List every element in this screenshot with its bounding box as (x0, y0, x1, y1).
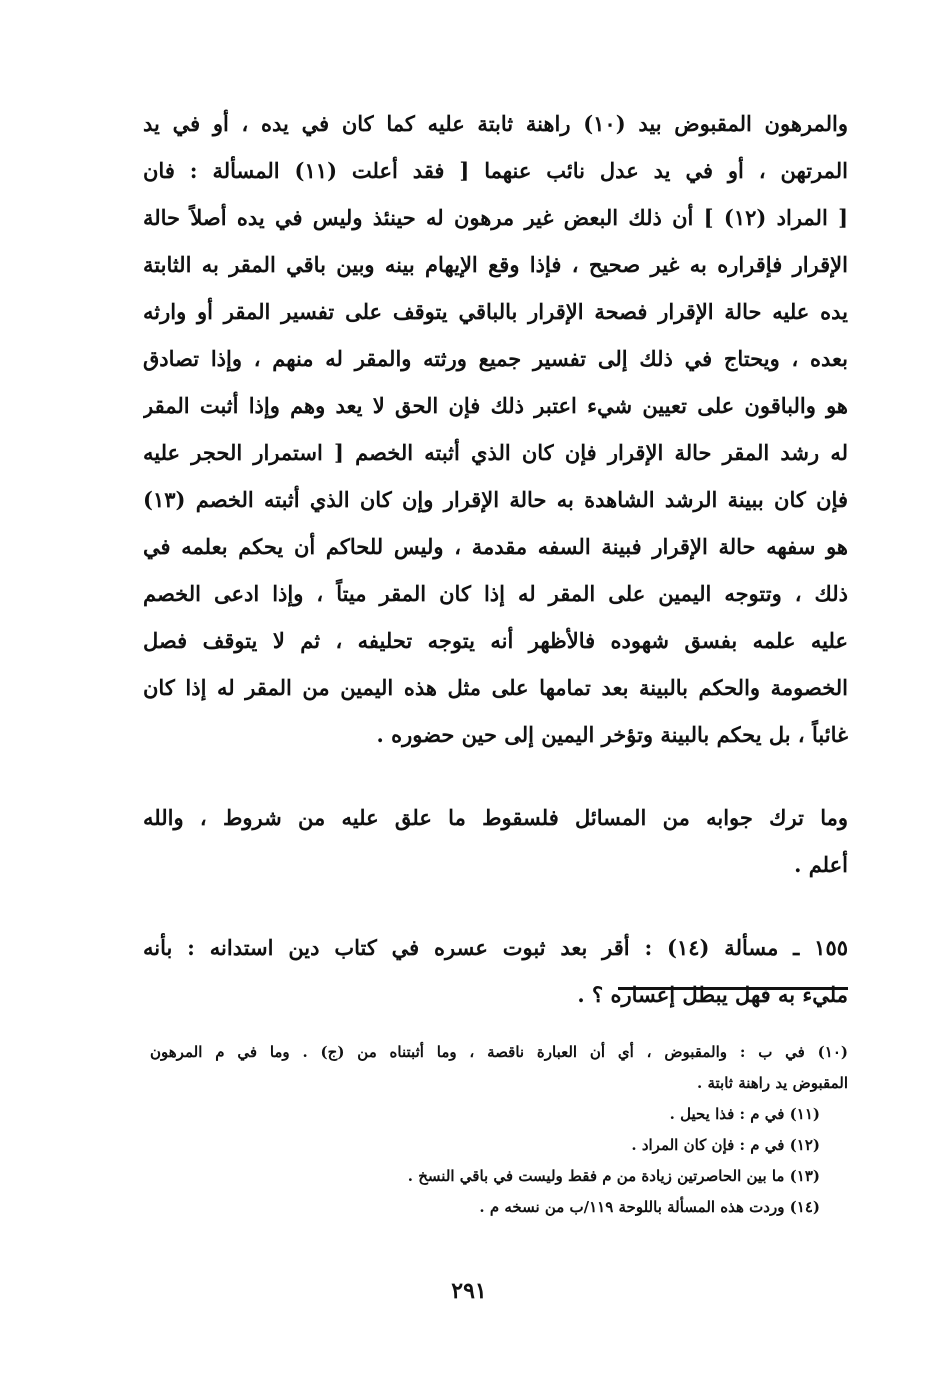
footnote-13: (١٣) ما بين الحاصرتين زيادة من م فقط وليست في باقي النسخ . (407, 1167, 820, 1185)
text-line: عليه علمه بفسق شهوده فالأظهر أنه يتوجه تحليفه ، ثم لا يتوقف فصل (143, 628, 848, 653)
footnote-14: (١٤) وردت هذه المسألة باللوحة ١١٩/ب من نسخه م . (479, 1198, 820, 1216)
issue-number: ١٥٥ ـ مسألة (١٤) (667, 935, 848, 960)
text-line: المرتهن ، أو في يد عدل نائب عنهما [ فقد أعلت (١١) المسألة : فان (143, 158, 848, 183)
paragraph-gap (143, 888, 848, 924)
footnote-11: (١١) في م : فذا يحيل . (669, 1105, 820, 1123)
main-text (143, 100, 848, 1018)
text-line: الإقرار فإقراره به غير صحيح ، فإذا وقع الإيهام بينه وبين باقي المقر به الثابتة (143, 252, 848, 277)
text-line: فإن كان ببينة الرشد الشاهدة به حالة الإقرار وإن كان الذي أثبته الخصم (١٣) (143, 487, 848, 512)
text-line: له رشد المقر حالة الإقرار فإن كان الذي أثبته الخصم [ استمرار الحجر عليه (143, 440, 848, 465)
text-line: مليء به فهل يبطل إعساره ؟ . (577, 982, 848, 1007)
footnotes (150, 1037, 848, 1223)
issue-text: : أقر بعد ثبوت عسره في كتاب دين استدانه : بأنه (143, 935, 668, 960)
footnote-10-continued: المقبوض يد راهنة ثابتة . (697, 1074, 848, 1092)
text-line: وما ترك جوابه من المسائل فلسقوط ما علق عليه من شروط ، والله (143, 805, 848, 830)
text-line: بعده ، ويحتاج في ذلك إلى تفسير جميع ورثته والمقر له منهم ، وإذا تصادق (143, 346, 848, 371)
footnote-10: (١٠) في ب : والمقبوض ، أي أن العبارة ناقصة ، وما أثبتناه من (ج) . وما في م المرهون (150, 1043, 848, 1061)
text-line: غائباً ، بل يحكم بالبينة وتؤخر اليمين إلى حين حضوره . (376, 722, 848, 747)
page-number: ٢٩١ (451, 1278, 487, 1304)
text-line: ذلك ، وتتوجه اليمين على المقر له إذا كان المقر ميتاً ، وإذا ادعى الخصم (143, 581, 848, 606)
issue-heading-line (143, 924, 848, 971)
text-line: هو والباقون على تعيين شيء اعتبر ذلك فإن الحق لا يعد وهم وإذا أثبت المقر (143, 393, 848, 418)
text-line: [ المراد (١٢) ] أن ذلك البعض غير مرهون له حينئذ وليس في يده أصلاً حالة (143, 205, 848, 230)
paragraph-gap (143, 758, 848, 794)
text-line: والمرهون المقبوض بيد (١٠) راهنة ثابتة عليه كما كان في يده ، أو في يد (143, 111, 848, 136)
text-line: هو سفهه حالة الإقرار فبينة السفه مقدمة ، وليس للحاكم أن يحكم بعلمه في (143, 534, 848, 559)
text-line: الخصومة والحكم بالبينة بعد تمامها على مثل هذه اليمين من المقر له إذا كان (143, 675, 848, 700)
text-line: يده عليه حالة الإقرار فصحة الإقرار بالباقي يتوقف على تفسير المقر أو وارثه (143, 299, 848, 324)
footnote-divider (618, 987, 848, 990)
text-line: أعلم . (794, 852, 848, 877)
footnote-12: (١٢) في م : فإن كان المراد . (631, 1136, 820, 1154)
